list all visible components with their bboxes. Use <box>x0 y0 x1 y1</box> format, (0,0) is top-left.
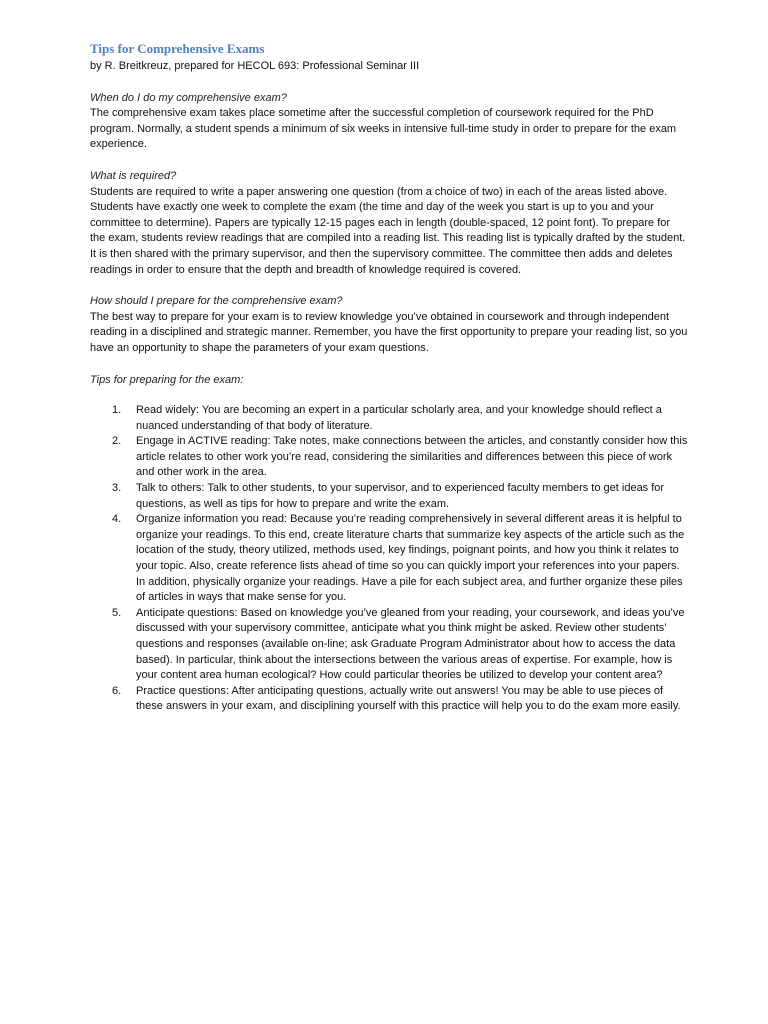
tip-text: Anticipate questions: Based on knowledge you’ve gleaned from your reading, your coursework, and ideas you’ve discussed with your supervisory committee, anticipate what you think might be asked. Review other students’ questions and responses (available on-line; ask Graduate Program Administrator about how to access the data based). In particular, think about the intersections between the various areas of expertise. For example, how is your content area human ecological? How could particular theories be utilized to develop your content area? <box>136 606 685 682</box>
section-heading: What is required? <box>90 169 177 182</box>
tip-item <box>90 434 688 481</box>
section-heading: How should I prepare for the comprehensive exam? <box>90 295 343 308</box>
tip-item <box>90 606 688 684</box>
tip-text: Organize information you read: Because you’re reading comprehensively in several different areas it is helpful to organize your readings. To this end, create literature charts that summarize key aspects of the article such as the location of the study, theory utilized, methods used, key findings, poignant points, and how you think it relates to your topic. Also, create reference lists ahead of time so you can quickly import your references into your papers. In addition, physically organize your readings. Have a pile for each subject area, and further organize these piles of articles in ways that make sense for you. <box>136 513 685 604</box>
section-requirements <box>90 169 688 278</box>
tip-number: 5. <box>112 606 122 619</box>
tip-text: Practice questions: After anticipating questions, actually write out answers! You may be able to use pieces of these answers in your exam, and disciplining yourself with this practice will help you to do the exam more easily. <box>136 684 681 713</box>
tip-number: 6. <box>112 684 122 697</box>
tip-text: Talk to others: Talk to other students, to your supervisor, and to experienced faculty members to get ideas for questions, as well as tips for how to prepare and write the exam. <box>136 482 665 510</box>
section-body: Students are required to write a paper answering one question (from a choice of two) in each of the areas listed above. Students have exactly one week to complete the exam (the time and day of the week you start is up to you and your committee to determine). Papers are typically 12-15 pages each in length (double-spaced, 12 point font). To prepare for the exam, students review readings that are compiled into a reading list. This reading list is typically drafted by the student. It is then shared with the primary supervisor, and then the supervisory committee. The committee then adds and deletes readings in order to ensure that the depth and breadth of knowledge required is covered. <box>90 185 686 276</box>
tip-number: 1. <box>112 404 122 417</box>
section-preparation <box>90 294 688 356</box>
tips-list <box>90 403 688 715</box>
section-body: The best way to prepare for your exam is to review knowledge you’ve obtained in coursework and through independent reading in a disciplined and strategic manner. Remember, you have the first opportunity to prepare your reading list, so you have an opportunity to shape the parameters of your exam questions. <box>90 310 688 354</box>
tip-number: 2. <box>112 435 122 448</box>
tip-item <box>90 684 688 715</box>
tips-section <box>90 373 688 715</box>
tip-text: Read widely: You are becoming an expert in a particular scholarly area, and your knowledge should reflect a nuanced understanding of that body of literature. <box>136 404 662 432</box>
tip-item <box>90 403 688 434</box>
tip-number: 3. <box>112 482 122 495</box>
section-when <box>90 91 688 153</box>
tips-heading: Tips for preparing for the exam: <box>90 373 244 386</box>
document-byline: by R. Breitkreuz, prepared for HECOL 693: Professional Seminar III <box>90 60 420 72</box>
tip-number: 4. <box>112 513 122 526</box>
section-body: The comprehensive exam takes place sometime after the successful completion of coursework required for the PhD program. Normally, a student spends a minimum of six weeks in intensive full-time study in order to prepare for the exam experience. <box>90 107 677 151</box>
tip-item <box>90 481 688 512</box>
tip-text: Engage in ACTIVE reading: Take notes, make connections between the articles, and constantly consider how this article relates to other work you’re read, considering the similarities and differences between this piece of work and other work in the area. <box>136 435 688 479</box>
section-heading: When do I do my comprehensive exam? <box>90 91 287 104</box>
tip-item <box>90 512 688 606</box>
document-title: Tips for Comprehensive Exams <box>90 41 265 56</box>
